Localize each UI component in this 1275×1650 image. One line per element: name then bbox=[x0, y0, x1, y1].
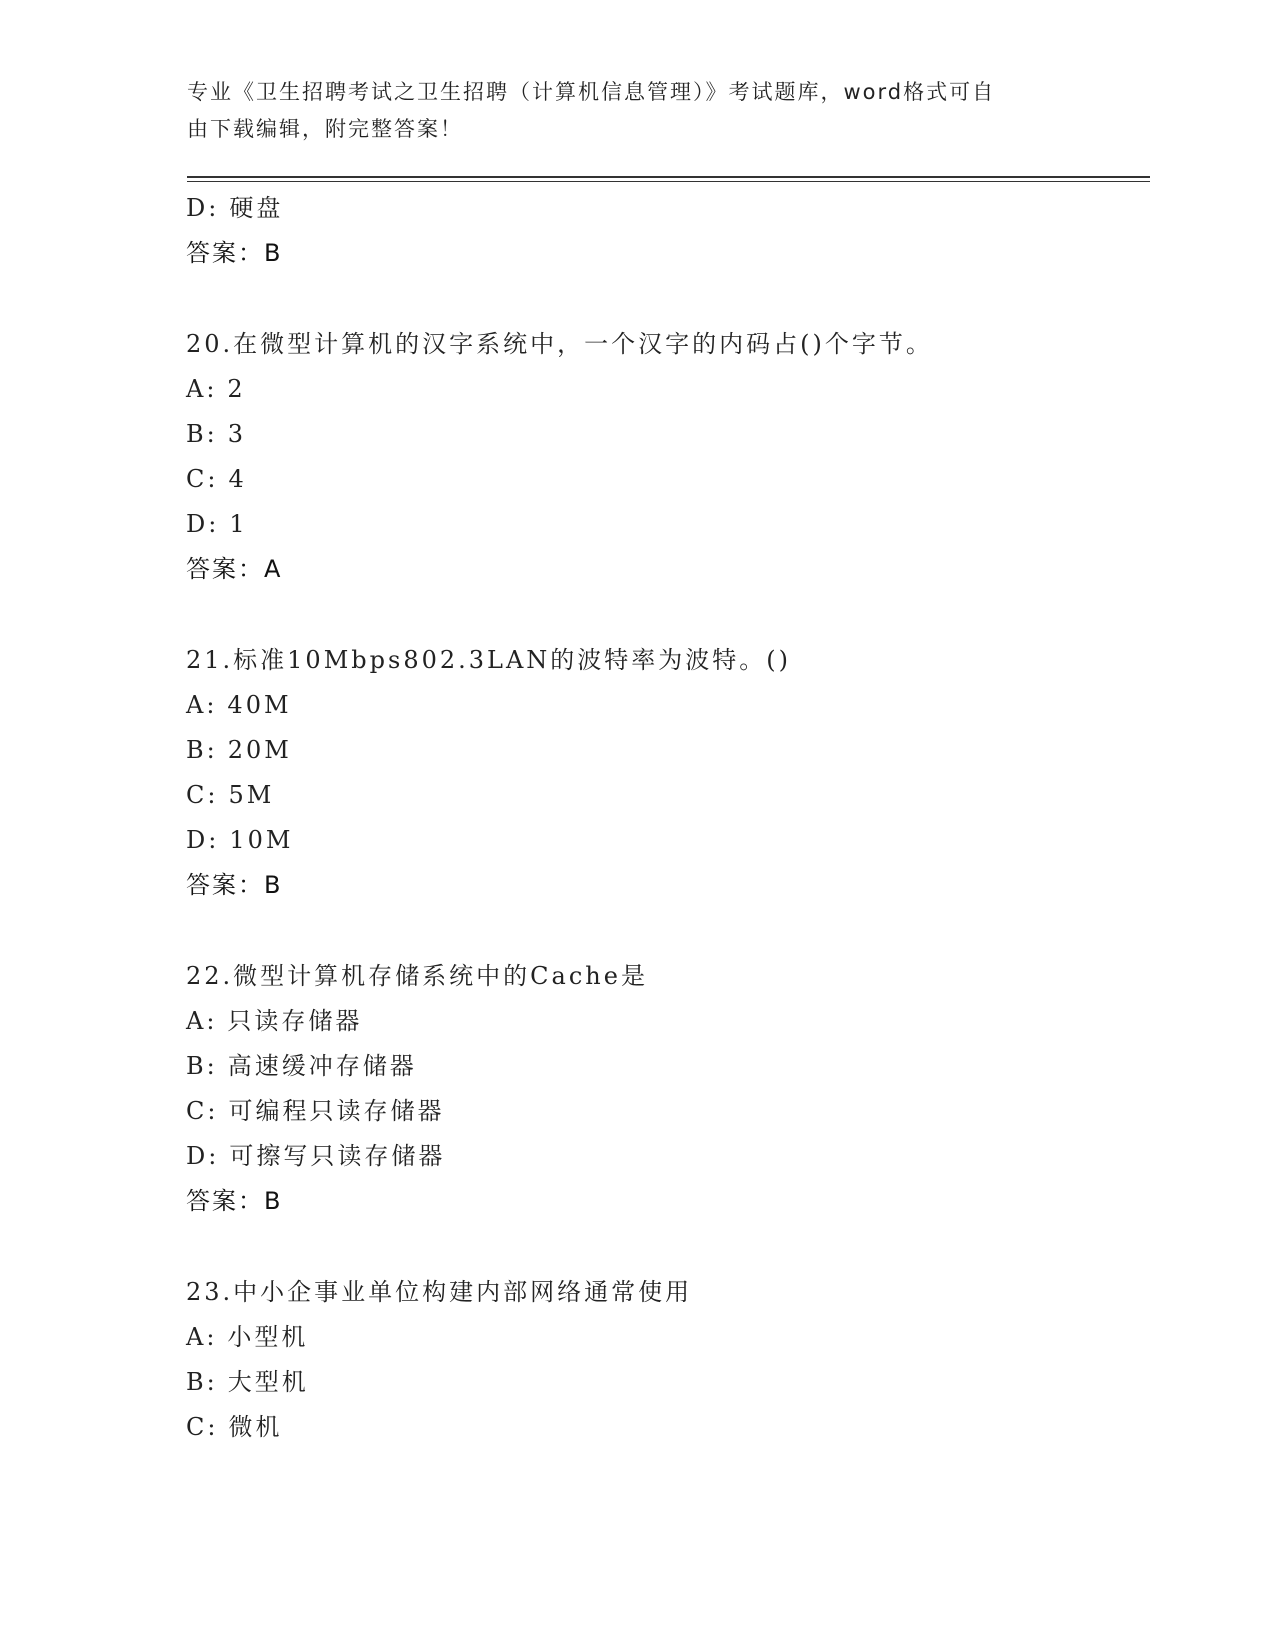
header-divider-thick bbox=[187, 176, 1150, 178]
option-text: 5M bbox=[228, 781, 275, 809]
question-21-stem: 21.标准10Mbps802.3LAN的波特率为波特。() bbox=[186, 646, 792, 674]
question-20-answer: 答案：A bbox=[186, 555, 283, 583]
question-23-option-c bbox=[186, 1412, 282, 1442]
option-text: 40M bbox=[227, 691, 292, 719]
option-text: 硬盘 bbox=[229, 194, 284, 222]
option-text: 微机 bbox=[228, 1413, 283, 1441]
question-20-option-c bbox=[186, 464, 247, 494]
option-text: 20M bbox=[227, 736, 292, 764]
option-label: D: bbox=[186, 1142, 220, 1170]
question-23-option-a bbox=[186, 1322, 308, 1352]
option-label: C: bbox=[186, 465, 219, 493]
option-label: D: bbox=[186, 194, 220, 222]
option-text: 10M bbox=[229, 826, 294, 854]
option-text: 只读存储器 bbox=[227, 1007, 363, 1035]
question-22-option-d bbox=[186, 1141, 445, 1171]
question-22-option-b bbox=[186, 1051, 417, 1081]
option-label: D: bbox=[186, 510, 220, 538]
option-text: 大型机 bbox=[227, 1368, 309, 1396]
document-header bbox=[187, 74, 1087, 148]
option-label: B: bbox=[186, 1368, 218, 1396]
header-line-1: 专业《卫生招聘考试之卫生招聘（计算机信息管理）》考试题库，word格式可自 bbox=[187, 80, 996, 104]
header-divider-thin bbox=[187, 181, 1150, 182]
option-label: B: bbox=[186, 1052, 218, 1080]
question-20-option-d bbox=[186, 509, 248, 539]
option-text: 3 bbox=[227, 420, 247, 448]
option-text: 可擦写只读存储器 bbox=[229, 1142, 446, 1170]
question-21-answer: 答案：B bbox=[186, 871, 283, 899]
option-text: 高速缓冲存储器 bbox=[227, 1052, 417, 1080]
option-label: A: bbox=[186, 1007, 218, 1035]
option-d-continued bbox=[186, 193, 283, 223]
question-22-option-c bbox=[186, 1096, 444, 1126]
option-label: D: bbox=[186, 826, 220, 854]
header-line-2: 由下载编辑，附完整答案！ bbox=[187, 117, 463, 141]
question-22-answer: 答案：B bbox=[186, 1187, 283, 1215]
question-22-stem: 22.微型计算机存储系统中的Cache是 bbox=[186, 962, 648, 990]
option-label: A: bbox=[186, 691, 218, 719]
option-text: 小型机 bbox=[227, 1323, 309, 1351]
option-label: B: bbox=[186, 736, 218, 764]
option-label: C: bbox=[186, 1097, 219, 1125]
question-20-option-b bbox=[186, 419, 246, 449]
option-text: 2 bbox=[227, 375, 246, 403]
question-22-option-a bbox=[186, 1006, 362, 1036]
question-23-option-b bbox=[186, 1367, 309, 1397]
option-text: 1 bbox=[229, 510, 248, 538]
option-label: A: bbox=[186, 1323, 218, 1351]
option-text: 可编程只读存储器 bbox=[228, 1097, 445, 1125]
question-21-option-c bbox=[186, 780, 274, 810]
option-label: B: bbox=[186, 420, 218, 448]
option-label: C: bbox=[186, 781, 219, 809]
question-20-stem: 20.在微型计算机的汉字系统中，一个汉字的内码占()个字节。 bbox=[186, 330, 933, 358]
option-label: A: bbox=[186, 375, 218, 403]
question-21-option-b bbox=[186, 735, 292, 765]
option-label: C: bbox=[186, 1413, 219, 1441]
question-20-option-a bbox=[186, 374, 246, 404]
question-23-stem: 23.中小企事业单位构建内部网络通常使用 bbox=[186, 1278, 693, 1306]
question-21-option-d bbox=[186, 825, 293, 855]
answer-continued: 答案：B bbox=[186, 239, 283, 267]
option-text: 4 bbox=[228, 465, 247, 493]
question-21-option-a bbox=[186, 690, 292, 720]
